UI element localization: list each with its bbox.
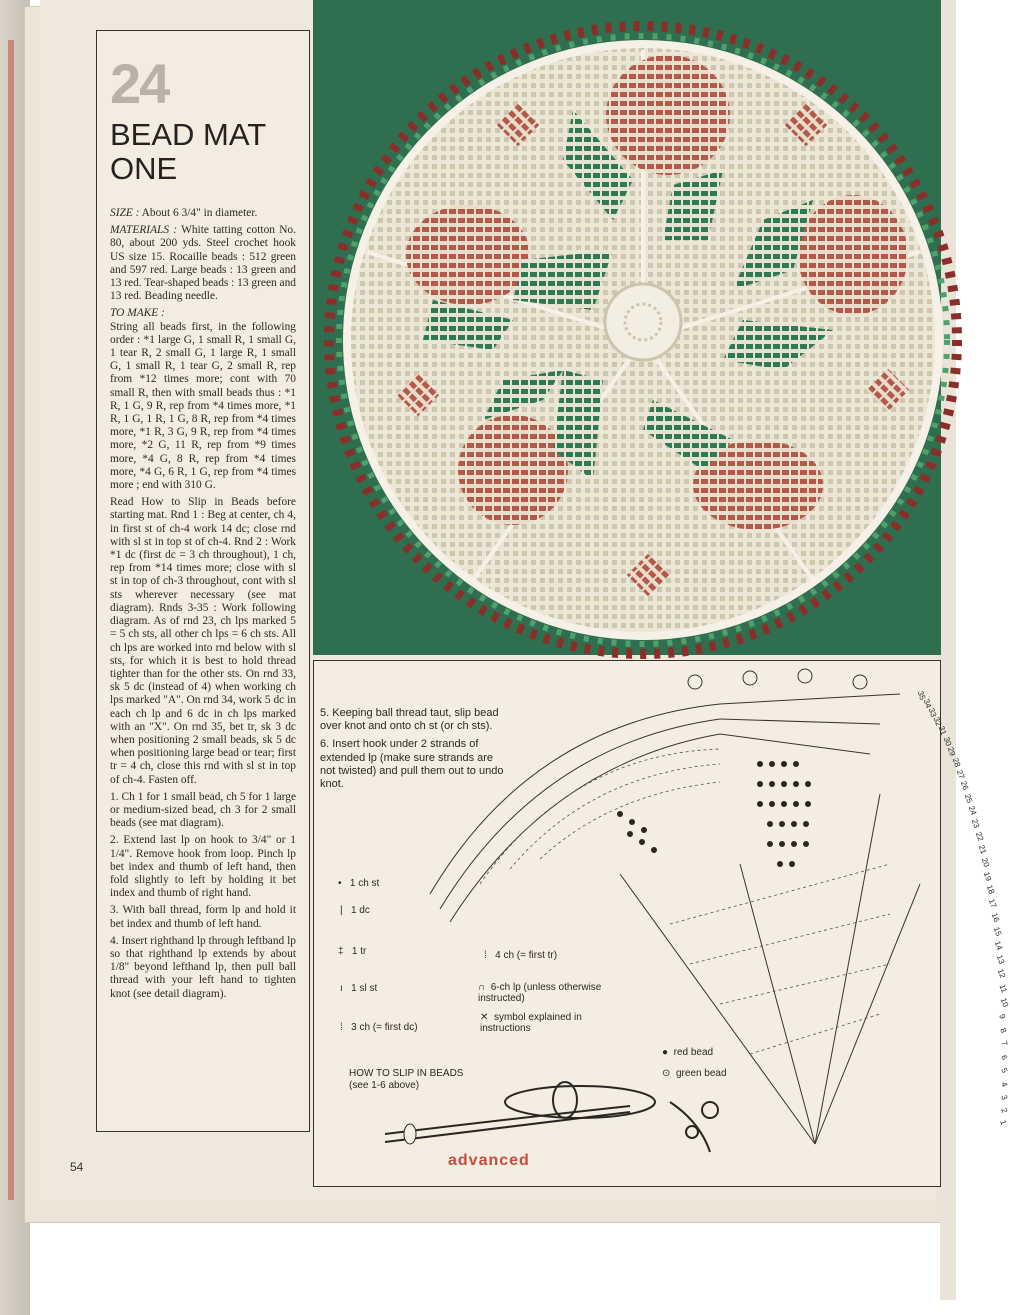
dc-icon: | bbox=[340, 905, 343, 916]
round-number: 2 bbox=[999, 1106, 1010, 1115]
page-edge-red-stripe bbox=[8, 40, 14, 1200]
legend-sl-st-label: 1 sl st bbox=[351, 983, 378, 994]
round-number: 6 bbox=[999, 1053, 1010, 1062]
round-number: 17 bbox=[986, 897, 999, 910]
round-number: 35 bbox=[915, 689, 928, 702]
round-number: 20 bbox=[979, 856, 992, 869]
four-ch-icon: ⁞ bbox=[484, 950, 487, 961]
footer-logo: advanced bbox=[448, 1152, 530, 1169]
rnd1-text: Rnd 1 : Beg at center, ch 4, in first st of ch-4 work 14 dc; close rnd with sl st in top st of ch-4. bbox=[110, 509, 296, 548]
round-number: 26 bbox=[958, 779, 971, 792]
materials-label: MATERIALS : bbox=[110, 224, 178, 237]
round-number: 5 bbox=[999, 1066, 1010, 1075]
round-number: 7 bbox=[999, 1039, 1010, 1048]
round-number: 15 bbox=[991, 925, 1004, 938]
round-number: 10 bbox=[998, 996, 1010, 1009]
sl-st-icon: ı bbox=[340, 983, 343, 994]
round-number: 33 bbox=[926, 706, 939, 719]
round-number: 31 bbox=[936, 724, 949, 737]
legend-four-ch-label: 4 ch (= first tr) bbox=[495, 950, 558, 961]
legend-green-bead-label: green bead bbox=[675, 1068, 727, 1079]
rnd2-text: Rnd 2 : Work *1 dc (first dc = 3 ch throughout), 1 ch, rep from *14 times more; close with sl st in top of ch-3 throughout, cont with sl sts wherever necessary (see mat diagram). bbox=[110, 535, 296, 614]
round-number: 1 bbox=[998, 1118, 1009, 1127]
round-number: 11 bbox=[997, 983, 1009, 994]
step-6: 6. Insert hook under 2 strands of extended lp (make sure strands are not twisted) and pull them out to undo knot. bbox=[320, 738, 504, 791]
to-make-label: TO MAKE : bbox=[110, 307, 165, 320]
round-number: 29 bbox=[945, 745, 958, 758]
legend-three-ch-label: 3 ch (= first dc) bbox=[351, 1022, 418, 1033]
green-bead-icon: ⊙ bbox=[662, 1068, 671, 1079]
chart-bead-dots bbox=[617, 761, 811, 867]
round-number: 30 bbox=[941, 735, 954, 748]
legend-three-ch bbox=[340, 1022, 418, 1033]
legend-ch-st-label: 1 ch st bbox=[349, 878, 380, 889]
rnds3-35-text: Rnds 3-35 : Work following diagram. As of rnd 23, ch lps marked 5 = 5 ch sts, all other ch lps = 6 ch sts. All ch lps are worked into rnd below with sl sts, for which it is best to hold thread tighter than for the other sts. On rnd 33, sk 5 dc (instead of 4) when working ch lps marked "A". On rnd 34, work 5 dc in each ch lp and 6 dc in ch lps marked with an "X". On rnd 35, bet tr, sk 3 dc when positioning 2 small beads, sk 5 dc when positioning large bead or tear; first tr = 4 ch, close this rnd with sl st in top of ch-4. Fasten off. bbox=[110, 601, 296, 786]
round-number: 22 bbox=[973, 830, 986, 843]
round-number: 18 bbox=[984, 883, 997, 896]
step-1: 1. Ch 1 for 1 small bead, ch 5 for 1 large or medium-sized bead, ch 3 for 2 small beads (see mat diagram). bbox=[110, 790, 296, 830]
legend-dc-label: 1 dc bbox=[350, 905, 370, 916]
chart-bead-circles bbox=[688, 669, 867, 689]
scan-right-margin bbox=[940, 0, 956, 1300]
legend-sl-st bbox=[340, 983, 377, 994]
round-number: 4 bbox=[999, 1080, 1010, 1089]
legend-four-ch bbox=[484, 950, 557, 961]
round-number: 12 bbox=[995, 967, 1008, 980]
step-5: 5. Keeping ball thread taut, slip bead over knot and onto ch st (or ch sts). bbox=[320, 707, 499, 733]
legend-six-ch bbox=[478, 982, 638, 1004]
doily-center bbox=[605, 284, 681, 360]
round-number: 23 bbox=[969, 817, 982, 830]
read-line: Read How to Slip in Beads before starting mat. bbox=[110, 496, 296, 522]
round-number: 21 bbox=[976, 843, 989, 856]
six-ch-icon: ∩ bbox=[478, 982, 486, 993]
round-number: 8 bbox=[998, 1026, 1009, 1035]
round-number: 27 bbox=[954, 768, 967, 781]
legend-x-symbol bbox=[480, 1012, 600, 1034]
legend-red-bead bbox=[662, 1047, 713, 1058]
materials-value: White tatting cotton No. 80, about 200 yds. Steel crochet hook US size 15. Rocaille beads : 512 green and 597 red. Large beads : 13 green and 13 red. Tear-shaped beads : 13 green and 13 red. Beading needle. bbox=[110, 224, 297, 303]
round-number: 9 bbox=[997, 1012, 1008, 1021]
round-number: 34 bbox=[921, 697, 934, 710]
pattern-number: 24 bbox=[110, 52, 169, 115]
doily-illustration bbox=[313, 0, 941, 655]
x-symbol-icon: ✕ bbox=[480, 1012, 489, 1023]
round-number: 14 bbox=[992, 939, 1005, 952]
round-number: 19 bbox=[981, 870, 994, 883]
round-number: 28 bbox=[950, 756, 963, 769]
legend-tr bbox=[338, 946, 366, 957]
how-to-title: HOW TO SLIP IN BEADS bbox=[349, 1068, 464, 1079]
step-2: 2. Extend last lp on hook to 3/4" or 1 1/4". Remove hook from loop. Pinch lp bet index and thumb of left hand, then fold slightly to left by holding it bet index and thumb of right hand. bbox=[110, 834, 296, 900]
how-to-subtitle: (see 1-6 above) bbox=[349, 1080, 420, 1091]
bead-mat-photo bbox=[313, 0, 941, 655]
legend-dc bbox=[340, 905, 370, 916]
to-make-text: String all beads first, in the following order : *1 large G, 1 small R, 1 small G, 1 tear R, 2 small G, 1 large R, 1 small G, 1 small R, 1 tear G, 2 small R, rep from *12 times more; cont with 70 small R, then with small beads thus : *1 R, 1 G, 9 R, rep from *4 times more, *1 R, 1 G, 1 R, 1 G, 8 R, rep from *4 times more, *1 R, 3 G, 9 R, rep from *4 times more, *2 G, 11 R, rep from *9 times more, *4 G, 8 R, rep from *4 times more, *4 G, 6 R, 1 G, rep from *4 times more ; end with 310 G. bbox=[110, 320, 296, 492]
round-number: 32 bbox=[931, 715, 944, 728]
legend-tr-label: 1 tr bbox=[351, 946, 367, 957]
size-value: About 6 3/4" in diameter. bbox=[141, 207, 258, 219]
size-label: SIZE : bbox=[110, 207, 140, 219]
page-number: 54 bbox=[70, 1160, 84, 1174]
step-4: 4. Insert righthand lp through leftband lp so that righthand lp extends by about 1/8" beyond lefthand lp, then pull ball thread with your left hand to tighten knot (see detail diagram). bbox=[110, 934, 296, 1000]
round-number: 13 bbox=[994, 953, 1007, 966]
red-bead-icon: ● bbox=[662, 1047, 669, 1058]
pattern-title: BEAD MAT ONE bbox=[110, 117, 266, 186]
legend-six-ch-label: 6-ch lp (unless otherwise instructed) bbox=[478, 982, 602, 1004]
round-number: 3 bbox=[999, 1093, 1010, 1102]
ch-st-icon: • bbox=[338, 878, 342, 889]
three-ch-icon: ⁞ bbox=[340, 1022, 343, 1033]
round-number: 24 bbox=[966, 804, 979, 817]
bead-slip-illustration bbox=[380, 1072, 740, 1162]
step-3: 3. With ball thread, form lp and hold it bet index and thumb of left hand. bbox=[110, 904, 296, 930]
round-number: 16 bbox=[989, 911, 1002, 924]
legend-x-symbol-label: symbol explained in instructions bbox=[480, 1012, 582, 1034]
legend-ch-st bbox=[338, 878, 379, 889]
tr-icon: ‡ bbox=[338, 946, 344, 957]
legend-red-bead-label: red bead bbox=[673, 1047, 714, 1058]
instructions-text bbox=[110, 207, 296, 1005]
round-number: 25 bbox=[962, 792, 975, 805]
